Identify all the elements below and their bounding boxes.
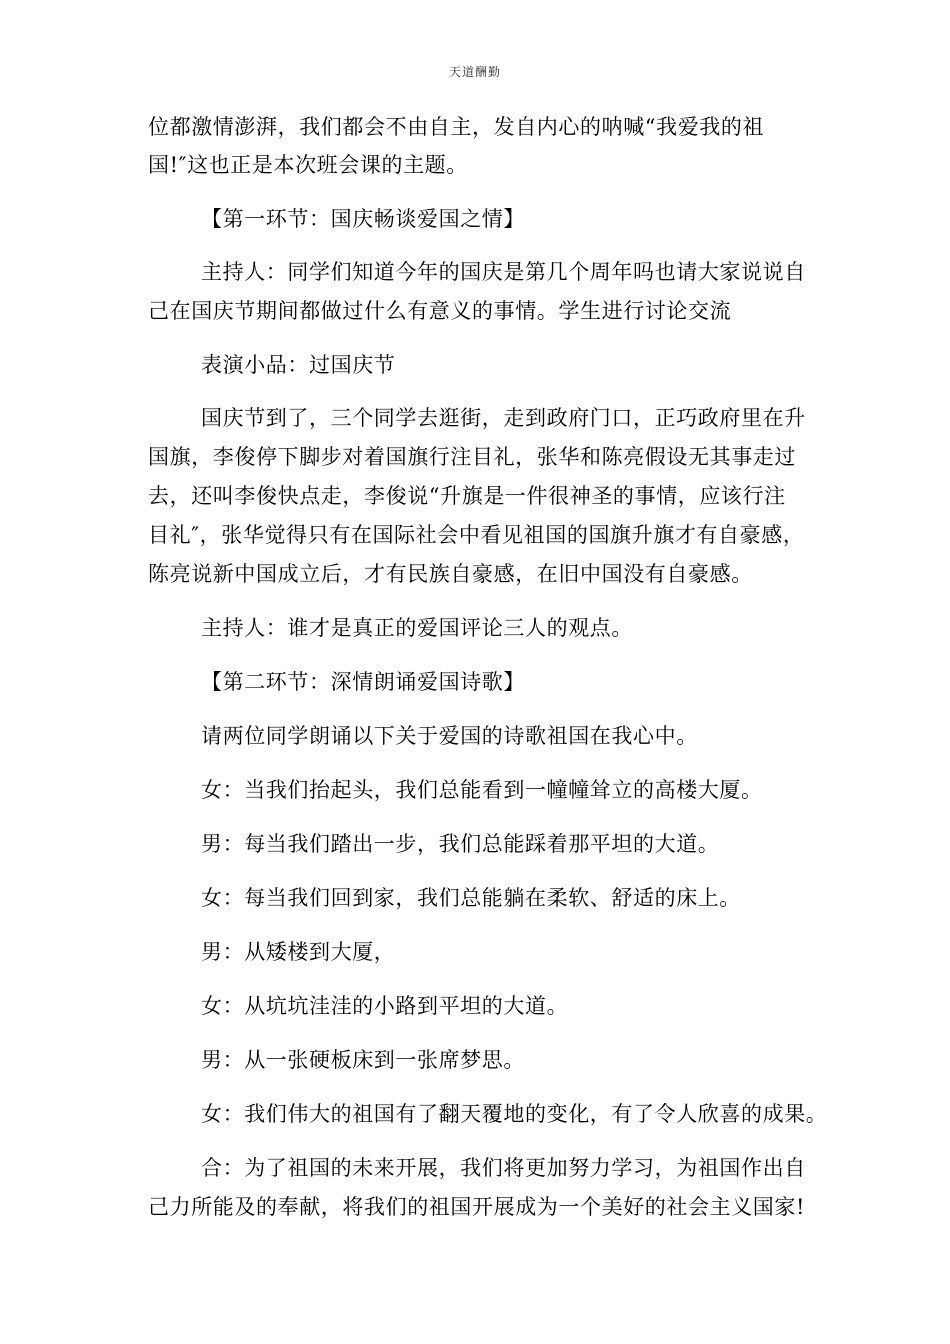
poem-line: 男：从一张硬板床到一张席梦思。 — [201, 1048, 525, 1072]
poem-line: 女：每当我们回到家，我们总能躺在柔软、舒适的床上。 — [201, 886, 741, 910]
paragraph-line: 表演小品：过国庆节 — [201, 353, 396, 377]
paragraph-line: 主持人：谁才是真正的爱国评论三人的观点。 — [201, 616, 633, 640]
poem-line: 己力所能及的奉献，将我们的祖国开展成为一个美好的社会主义国家! — [148, 1195, 806, 1219]
paragraph-line: 请两位同学朗诵以下关于爱国的诗歌祖国在我心中。 — [201, 724, 698, 748]
paragraph-line: 主持人：同学们知道今年的国庆是第几个周年吗也请大家说说自 — [201, 260, 806, 284]
paragraph-line: 陈亮说新中国成立后，才有民族自豪感，在旧中国没有自豪感。 — [148, 562, 753, 586]
paragraph-line: 位都激情澎湃，我们都会不由自主，发自内心的呐喊“我爱我的祖 — [148, 115, 765, 139]
paragraph-line: 国!″这也正是本次班会课的主题。 — [148, 153, 468, 177]
paragraph-line: 己在国庆节期间都做过什么有意义的事情。学生进行讨论交流 — [148, 299, 732, 323]
page-header: 天道酬勤 — [448, 65, 501, 79]
poem-line: 合：为了祖国的未来开展，我们将更加努力学习，为祖国作出自 — [201, 1156, 806, 1180]
paragraph-line: 国庆节到了，三个同学去逛街，走到政府门口，正巧政府里在升 — [201, 406, 806, 430]
section-heading: 【第二环节：深情朗诵爱国诗歌】 — [201, 670, 525, 694]
poem-line: 男：从矮楼到大厦， — [201, 940, 396, 964]
poem-line: 女：我们伟大的祖国有了翻天覆地的变化，有了令人欣喜的成果。 — [201, 1102, 828, 1126]
poem-line: 女：当我们抬起头，我们总能看到一幢幢耸立的高楼大厦。 — [201, 778, 763, 802]
paragraph-line: 目礼″，张华觉得只有在国际社会中看见祖国的国旗升旗才有自豪感， — [148, 523, 805, 547]
paragraph-line: 去，还叫李俊快点走，李俊说“升旗是一件很神圣的事情，应该行注 — [148, 484, 786, 508]
paragraph-line: 国旗，李俊停下脚步对着国旗行注目礼，张华和陈亮假设无其事走过 — [148, 445, 796, 469]
poem-line: 男：每当我们踏出一步，我们总能踩着那平坦的大道。 — [201, 832, 720, 856]
section-heading: 【第一环节：国庆畅谈爱国之情】 — [201, 207, 525, 231]
poem-line: 女：从坑坑洼洼的小路到平坦的大道。 — [201, 994, 569, 1018]
